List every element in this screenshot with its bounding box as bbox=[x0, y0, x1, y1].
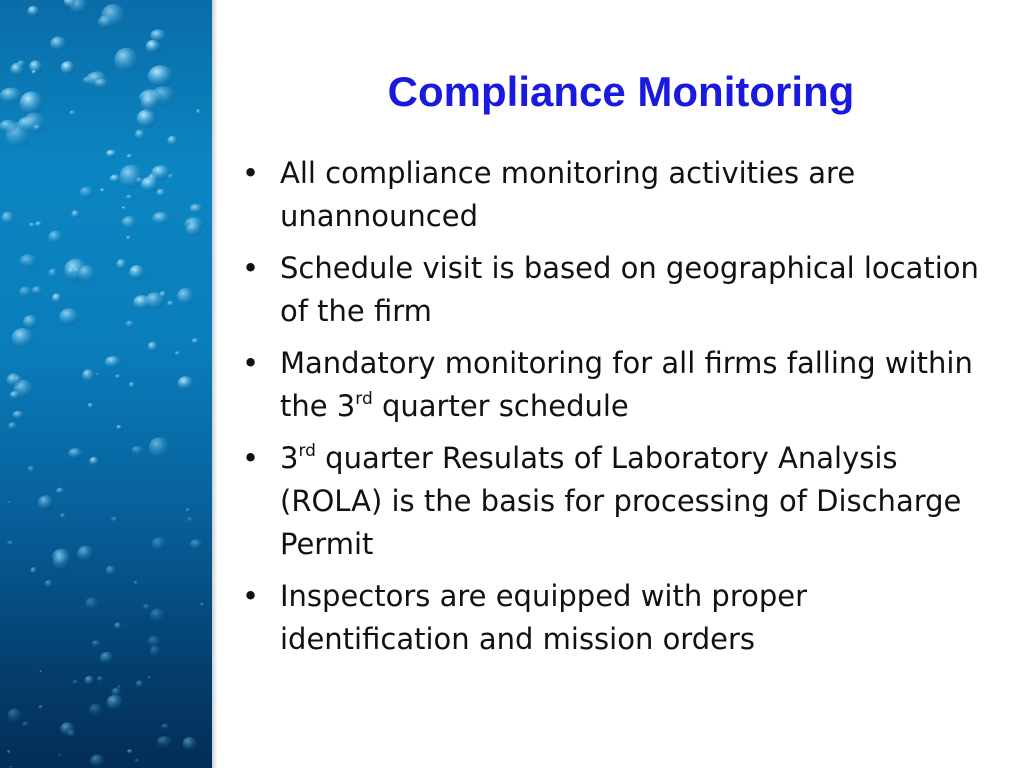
bullet-dot-icon: • bbox=[242, 251, 260, 285]
bubble bbox=[30, 567, 37, 574]
bubble bbox=[12, 411, 24, 420]
bullet-item bbox=[240, 437, 980, 566]
bullet-dot-icon: • bbox=[242, 346, 260, 380]
bubble bbox=[134, 581, 139, 585]
ordinal-suffix: rd bbox=[355, 389, 373, 409]
bubble bbox=[7, 541, 14, 546]
bubble bbox=[79, 265, 96, 282]
bullet-text-part: quarter Resulats of Laboratory Analysis (ROLA) is the basis for processing of Discharge Permit bbox=[280, 441, 962, 561]
bubble bbox=[114, 622, 121, 629]
bubble bbox=[129, 382, 135, 388]
bubble bbox=[160, 291, 167, 298]
bubble bbox=[50, 37, 66, 51]
bubble bbox=[100, 652, 114, 664]
bullet-text: Schedule visit is based on geographical location of the firm bbox=[280, 251, 979, 328]
bullet-text-part: 3 bbox=[280, 441, 299, 475]
bubble bbox=[1, 212, 14, 225]
bubble bbox=[116, 425, 122, 430]
bubble bbox=[22, 722, 29, 727]
bubble bbox=[136, 680, 144, 687]
bullet-dot-icon: • bbox=[242, 579, 260, 613]
bubble bbox=[157, 736, 172, 748]
bubble bbox=[114, 48, 138, 73]
bubble bbox=[90, 754, 104, 767]
bullet-list bbox=[240, 152, 980, 670]
bubble bbox=[0, 88, 22, 104]
bullet-item bbox=[240, 247, 980, 333]
bubble bbox=[141, 94, 159, 112]
bubble bbox=[48, 268, 58, 277]
bubble bbox=[52, 549, 71, 565]
bubble bbox=[122, 216, 137, 229]
bubble bbox=[27, 6, 39, 17]
bubble bbox=[92, 640, 101, 647]
bubble bbox=[82, 369, 94, 382]
bubble bbox=[60, 722, 75, 736]
bubble bbox=[141, 177, 159, 192]
bubble bbox=[45, 580, 53, 588]
bubble bbox=[186, 508, 191, 512]
bubble bbox=[148, 65, 174, 87]
bullet-item bbox=[240, 342, 980, 428]
bubble bbox=[126, 195, 133, 200]
bubble bbox=[152, 212, 170, 225]
bubble bbox=[7, 750, 11, 753]
bubble bbox=[112, 687, 122, 697]
bubble bbox=[150, 646, 161, 657]
bubble bbox=[77, 546, 94, 562]
bubble bbox=[28, 466, 36, 473]
bubble bbox=[152, 537, 167, 551]
bubble bbox=[29, 223, 35, 228]
bubble bbox=[178, 376, 194, 390]
bubble bbox=[38, 705, 43, 710]
bubble bbox=[85, 676, 95, 685]
bubble bbox=[61, 61, 75, 74]
bubble bbox=[150, 609, 165, 623]
bubble bbox=[79, 187, 94, 199]
ordinal-suffix: rd bbox=[298, 441, 316, 461]
bubble bbox=[127, 749, 133, 754]
bubble bbox=[0, 120, 17, 133]
bubble bbox=[69, 110, 76, 115]
bullet-text bbox=[280, 346, 973, 423]
bubble bbox=[8, 501, 11, 504]
bubble bbox=[111, 517, 118, 522]
bubble bbox=[10, 391, 21, 399]
bubble bbox=[68, 448, 82, 459]
bubble bbox=[167, 301, 174, 307]
bubble bbox=[96, 373, 99, 376]
bubble bbox=[19, 287, 33, 298]
bubble bbox=[71, 210, 80, 218]
bubble bbox=[126, 154, 133, 159]
bubble bbox=[89, 704, 104, 717]
bubble bbox=[17, 60, 26, 67]
bubble bbox=[88, 403, 94, 409]
bubble bbox=[177, 288, 194, 305]
bubbles-graphic bbox=[0, 0, 212, 768]
bubble bbox=[161, 724, 169, 730]
bubble bbox=[129, 265, 144, 280]
bubble bbox=[190, 539, 203, 550]
bubble bbox=[89, 457, 99, 466]
bubble bbox=[132, 446, 144, 455]
bubble bbox=[85, 597, 99, 610]
bullet-text-part: quarter schedule bbox=[372, 389, 629, 423]
bubble bbox=[148, 676, 151, 679]
bubble bbox=[12, 328, 34, 348]
bubble bbox=[156, 189, 165, 198]
bullet-dot-icon: • bbox=[242, 156, 260, 190]
bubble bbox=[59, 308, 79, 325]
bullet-text: All compliance monitoring activities are unannounced bbox=[280, 156, 856, 233]
bubble bbox=[149, 437, 169, 458]
bubble bbox=[110, 174, 121, 182]
bubble bbox=[97, 676, 103, 682]
bubble bbox=[100, 188, 105, 192]
bubble bbox=[137, 109, 157, 127]
bubble bbox=[135, 130, 146, 140]
bubble bbox=[200, 603, 205, 607]
bubble bbox=[52, 293, 62, 303]
bubble bbox=[8, 708, 22, 723]
bullet-text: Inspectors are equipped with proper identification and mission orders bbox=[280, 579, 808, 656]
bubble bbox=[196, 109, 202, 115]
bubble bbox=[126, 321, 135, 328]
bubble bbox=[148, 636, 161, 648]
bullet-item bbox=[240, 152, 980, 238]
bubble bbox=[20, 254, 38, 268]
bubble bbox=[23, 113, 45, 134]
bubble bbox=[143, 604, 150, 610]
bubble bbox=[148, 342, 158, 352]
bubble bbox=[20, 92, 43, 115]
bubble bbox=[72, 680, 78, 685]
bubble bbox=[135, 759, 139, 763]
bullet-dot-icon: • bbox=[242, 441, 260, 475]
bubble bbox=[98, 16, 113, 29]
bubble bbox=[56, 488, 65, 495]
bubble bbox=[7, 373, 21, 386]
bubble bbox=[167, 136, 178, 146]
bubble bbox=[126, 236, 131, 241]
bubble bbox=[38, 495, 54, 511]
bubble bbox=[150, 29, 166, 42]
bubble bbox=[32, 70, 37, 74]
bubble bbox=[86, 72, 108, 88]
bubble bbox=[40, 670, 43, 673]
bubble bbox=[187, 517, 193, 523]
bullet-item bbox=[240, 575, 980, 661]
bubble bbox=[151, 165, 170, 180]
bubble bbox=[107, 695, 124, 710]
bubble bbox=[35, 222, 42, 227]
bubble bbox=[116, 259, 127, 270]
bubble bbox=[32, 286, 43, 295]
bubble bbox=[60, 513, 66, 519]
bubble bbox=[184, 217, 204, 231]
bullet-text bbox=[280, 441, 961, 561]
bubble bbox=[192, 338, 199, 344]
bubble bbox=[105, 356, 121, 368]
bubble bbox=[106, 150, 117, 158]
bubble bbox=[183, 737, 197, 751]
bubble bbox=[23, 315, 38, 329]
bubble bbox=[190, 204, 203, 214]
bubble bbox=[106, 566, 117, 576]
bubble bbox=[122, 207, 126, 210]
bullet-text-part: Mandatory monitoring for all firms falling within the 3 bbox=[280, 346, 973, 423]
slide-title: Compliance Monitoring bbox=[387, 68, 855, 115]
underwater-bubbles-image bbox=[0, 0, 212, 768]
bubble bbox=[115, 374, 121, 378]
bubble bbox=[120, 165, 143, 189]
bubble bbox=[48, 231, 63, 244]
bubble bbox=[175, 351, 181, 356]
bubble bbox=[8, 422, 17, 430]
bubble bbox=[58, 754, 61, 757]
